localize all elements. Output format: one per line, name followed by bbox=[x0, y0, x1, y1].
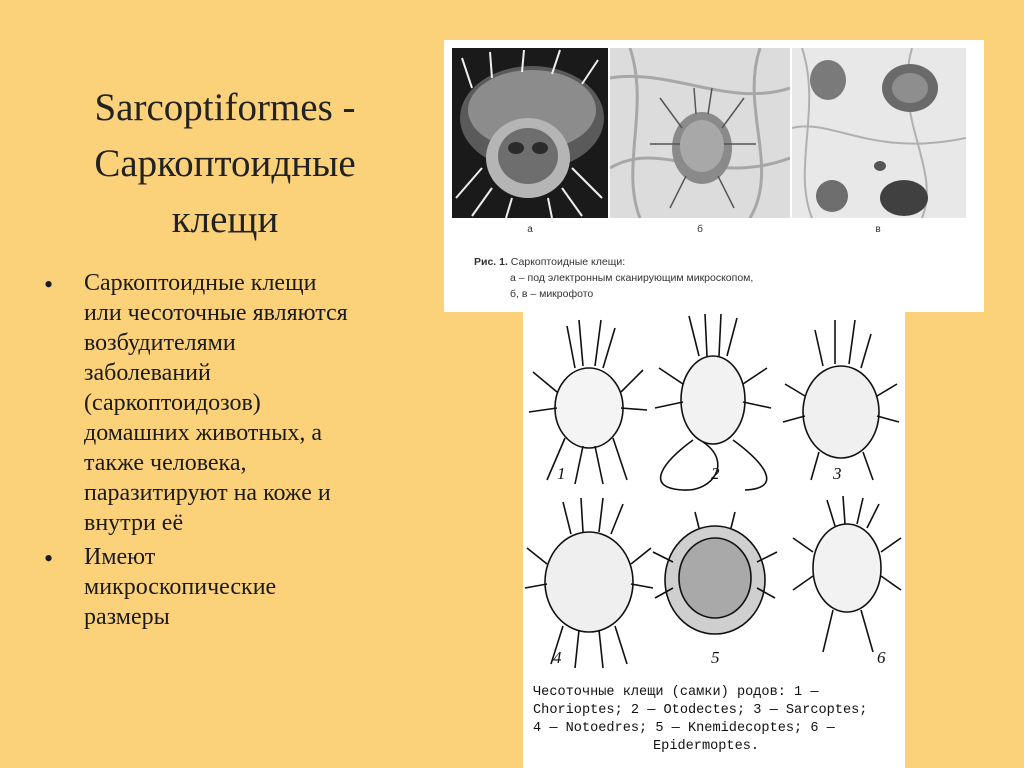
bullet-text-line: паразитируют на коже и bbox=[84, 480, 331, 506]
bullet-text-line: внутри её bbox=[84, 510, 184, 536]
bullet-text-line: Саркоптоидные клещи bbox=[84, 270, 317, 296]
bullet-item bbox=[40, 268, 420, 538]
mite-drawings bbox=[523, 312, 905, 684]
drawing-number-6: 6 bbox=[877, 648, 886, 667]
drawings-caption-line: Epidermoptes. bbox=[653, 739, 760, 754]
bullet-text-line: микроскопические bbox=[84, 574, 277, 600]
bullet-text-line: Имеют bbox=[84, 544, 156, 570]
drawing-number-4: 4 bbox=[553, 648, 562, 667]
bullet-item bbox=[40, 542, 420, 632]
bullet-text-line: заболеваний bbox=[84, 360, 211, 386]
bullet-text-line: (саркоптоидозов) bbox=[84, 390, 261, 416]
drawings-caption-line: Chorioptes; 2 — Otodectes; 3 — Sarcoptes; bbox=[533, 703, 868, 718]
caption-figure-number: Рис. 1. bbox=[474, 256, 508, 268]
drawing-number-1: 1 bbox=[557, 464, 566, 483]
photo-label-a: а bbox=[527, 224, 533, 235]
mite-drawing-5 bbox=[653, 512, 777, 634]
microphoto-mite-b bbox=[610, 48, 790, 218]
drawings-caption-line: Чесоточные клещи (самки) родов: 1 — bbox=[533, 685, 819, 700]
mite-drawing-1 bbox=[529, 320, 647, 484]
mite-drawing-4 bbox=[525, 498, 653, 668]
bullet-text-line: размеры bbox=[84, 604, 170, 630]
drawings-caption-line: 4 — Notoedres; 5 — Knemidecoptes; 6 — bbox=[533, 721, 835, 736]
title-line-3: клещи bbox=[171, 198, 279, 241]
photo-label-c: в bbox=[875, 224, 881, 235]
title-line-1: Sarcoptiformes - bbox=[94, 86, 356, 129]
drawing-number-2: 2 bbox=[711, 464, 720, 483]
bullet-text-line: возбудителями bbox=[84, 330, 236, 356]
sem-photo-mite bbox=[452, 48, 608, 218]
bullet-text-line: или чесоточные являются bbox=[84, 300, 348, 326]
title-line-2: Саркоптоидные bbox=[94, 142, 356, 185]
caption-title: Саркоптоидные клещи: bbox=[507, 256, 626, 268]
micrograph-caption bbox=[474, 254, 753, 302]
bullet-list bbox=[40, 268, 420, 636]
drawing-number-3: 3 bbox=[833, 464, 842, 483]
bullet-symbol: • bbox=[44, 544, 54, 573]
bullet-text-line: также человека, bbox=[84, 450, 247, 476]
mite-drawing-3 bbox=[783, 320, 899, 480]
bullet-text-line: домашних животных, а bbox=[84, 420, 322, 446]
photo-label-b: б bbox=[697, 224, 703, 235]
drawings-caption bbox=[533, 684, 905, 756]
microphoto-mites-c bbox=[792, 48, 966, 218]
mite-drawing-6 bbox=[793, 496, 901, 652]
drawing-number-5: 5 bbox=[711, 648, 720, 667]
bullet-symbol: • bbox=[44, 270, 54, 299]
micrograph-figure bbox=[444, 40, 984, 312]
caption-line: б, в – микрофото bbox=[510, 288, 594, 300]
caption-line: а – под электронным сканирующим микроскопом, bbox=[510, 272, 754, 284]
slide-title bbox=[40, 80, 410, 248]
mite-drawings-figure bbox=[523, 312, 905, 768]
